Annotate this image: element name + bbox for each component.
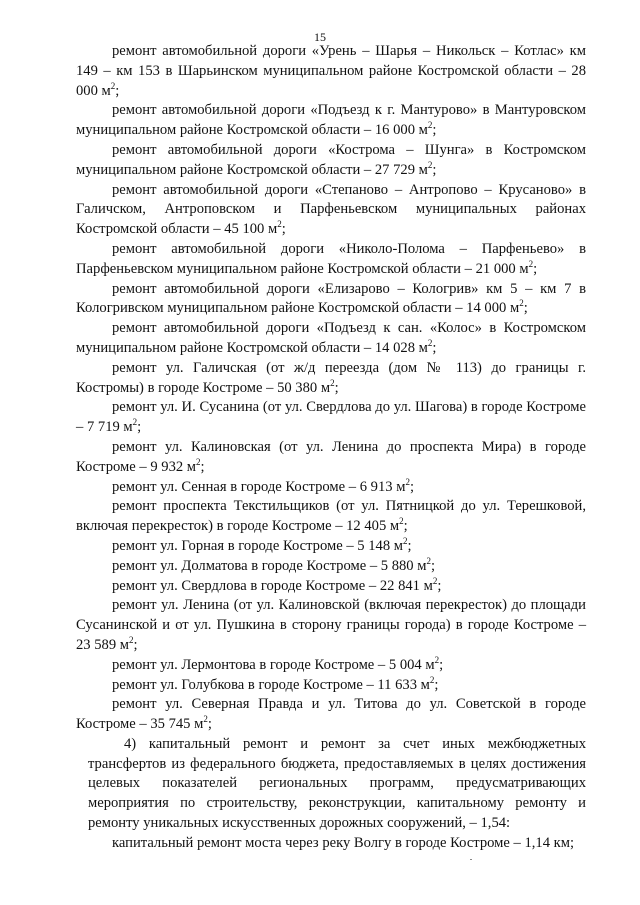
page-number: 15 xyxy=(314,30,326,44)
document-body xyxy=(76,42,586,854)
list-item: ремонт ул. Горная в городе Костроме – 5 148 $м^2$; xyxy=(112,536,412,554)
list-item: ремонт ул. Калиновская (от ул. Ленина до проспекта Мира) в городе Костроме – 9 932 $м^2$; xyxy=(76,438,586,475)
list-item: ремонт ул. И. Сусанина (от ул. Свердлова до ул. Шагова) в городе Костроме – 7 719 $м^2$; xyxy=(76,399,586,436)
list-item: ремонт автомобильной дороги «Степаново – Антропово – Крусаново» в Галичском, Антроповском и Парфеньевском муниципальных районах Костромской области – 45 100 $м^2$; xyxy=(76,181,586,238)
list-item: ремонт проспекта Текстильщиков (от ул. Пятницкой до ул. Терешковой, включая перекресток) в городе Костроме – 12 405 $м^2$; xyxy=(76,498,586,535)
list-item: ремонт автомобильной дороги «Урень – Шарья – Никольск – Котлас» км 149 – км 153 в Шарьинском муниципальном районе Костромской области – 28 000 $м^2$; xyxy=(76,43,586,99)
section-4-paragraph: 4) капитальный ремонт и ремонт за счет иных межбюджетных трансфертов из федерального бюджета, предоставляемых в целях достижения целевых показателей региональных программ, предусматривающих мероприятия по строительству, реконструкции, капитальному ремонту и ремонту уникальных искусственных дорожных сооружений, – 1,54: xyxy=(88,735,586,832)
list-item: ремонт автомобильной дороги «Подъезд к сан. «Колос» в Костромском муниципальном районе Костромской области – 14 028 $м^2$; xyxy=(76,320,586,356)
list-item: ремонт автомобильной дороги «Елизарово – Кологрив» км 5 – км 7 в Кологривском муниципальном районе Костромской области – 14 000 $м^2$; xyxy=(76,280,586,317)
list-item: ремонт ул. Ленина (от ул. Калиновской (включая перекресток) до площади Сусанинской и от ул. Пушкина в сторону границы города) в городе Костроме – 23 589 $м^2$; xyxy=(76,597,586,653)
list-item: ремонт автомобильной дороги «Николо-Полома – Парфеньево» в Парфеньевском муниципальном районе Костромской области – 21 000 $м^2$; xyxy=(76,240,586,277)
scan-speck xyxy=(470,859,472,860)
list-item: ремонт ул. Сенная в городе Костроме – 6 913 $м^2$; xyxy=(112,476,415,495)
list-item: ремонт ул. Лермонтова в городе Костроме – 5 004 $м^2$; xyxy=(112,654,444,673)
list-item: ремонт ул. Долматова в городе Костроме – 5 880 $м^2$; xyxy=(112,555,436,574)
list-item: капитальный ремонт моста через реку Волгу в городе Костроме – 1,14 км; xyxy=(112,834,575,851)
list-item: ремонт ул. Галичская (от ж/д переезда (дом № 113) до границы г. Костромы) в городе Костроме – 50 380 $м^2$; xyxy=(76,359,586,396)
list-item: ремонт ул. Голубкова в городе Костроме – 11 633 $м^2$; xyxy=(112,674,439,693)
list-item: ремонт автомобильной дороги «Кострома – Шунга» в Костромском муниципальном районе Костромской области – 27 729 $м^2$; xyxy=(76,141,586,178)
list-item: ремонт ул. Свердлова в городе Костроме – 22 841 $м^2$; xyxy=(112,575,442,594)
list-item: ремонт автомобильной дороги «Подъезд к г. Мантурово» в Мантуровском муниципальном районе Костромской области – 16 000 $м^2$; xyxy=(76,102,586,139)
list-item: ремонт ул. Северная Правда и ул. Титова до ул. Советской в городе Костроме – 35 745 $м^2$; xyxy=(76,696,586,733)
